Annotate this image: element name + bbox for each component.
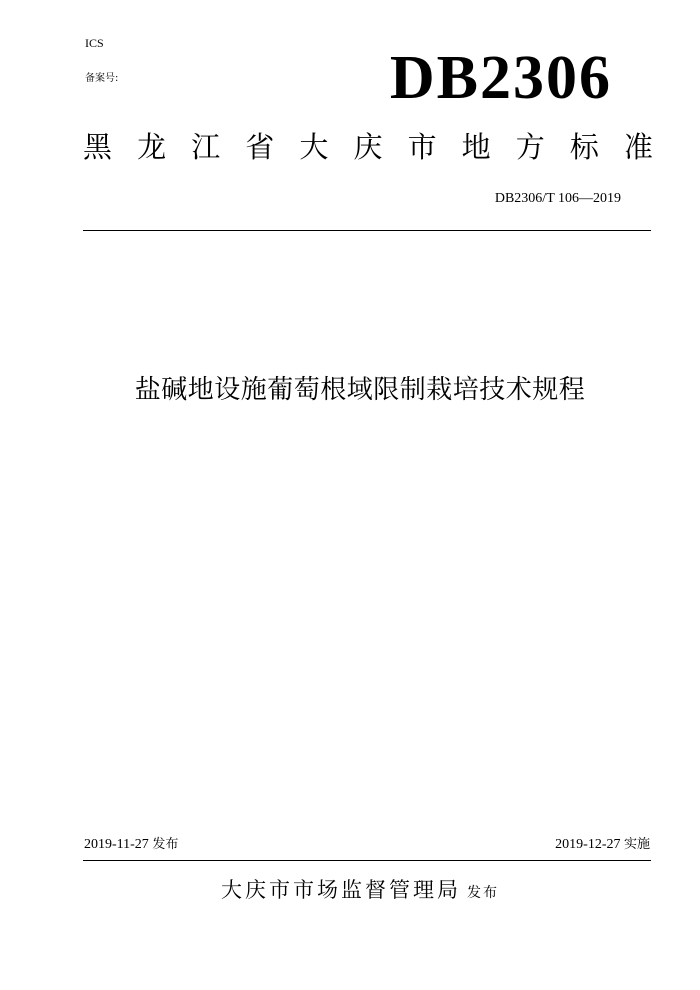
standard-type-char: 黑 [83, 130, 113, 164]
top-divider [83, 230, 651, 231]
ics-label: ICS [85, 36, 104, 50]
publisher-label: 发布 [467, 885, 499, 901]
document-title: 盐碱地设施葡萄根域限制栽培技术规程 [134, 375, 586, 405]
issue-date [84, 836, 178, 854]
implementation-date [555, 836, 650, 854]
record-number-label: 备案号: [85, 73, 119, 84]
implementation-date-value: 2019-12-27 [555, 837, 621, 852]
publisher-name: 大庆市市场监督管理局 [221, 878, 461, 902]
standard-type-char: 方 [515, 130, 545, 164]
standard-number: DB2306/T 106—2019 [494, 191, 621, 206]
standard-type-char: 江 [191, 130, 221, 164]
standard-type-char: 标 [569, 130, 599, 164]
standard-type-title [83, 127, 653, 167]
standard-type-char: 省 [245, 130, 275, 164]
standard-type-char: 龙 [137, 130, 167, 164]
issue-date-value: 2019-11-27 [84, 837, 149, 852]
standard-type-char: 地 [461, 130, 491, 164]
implementation-date-label: 实施 [623, 837, 650, 852]
standard-type-char: 准 [623, 130, 653, 164]
issue-date-label: 发布 [152, 837, 179, 852]
standard-type-char: 庆 [353, 130, 383, 164]
standard-code: DB2306 [389, 44, 612, 112]
standard-type-char: 市 [407, 130, 437, 164]
bottom-divider [83, 860, 651, 861]
publisher-line [0, 873, 700, 907]
standard-type-char: 大 [299, 130, 329, 164]
